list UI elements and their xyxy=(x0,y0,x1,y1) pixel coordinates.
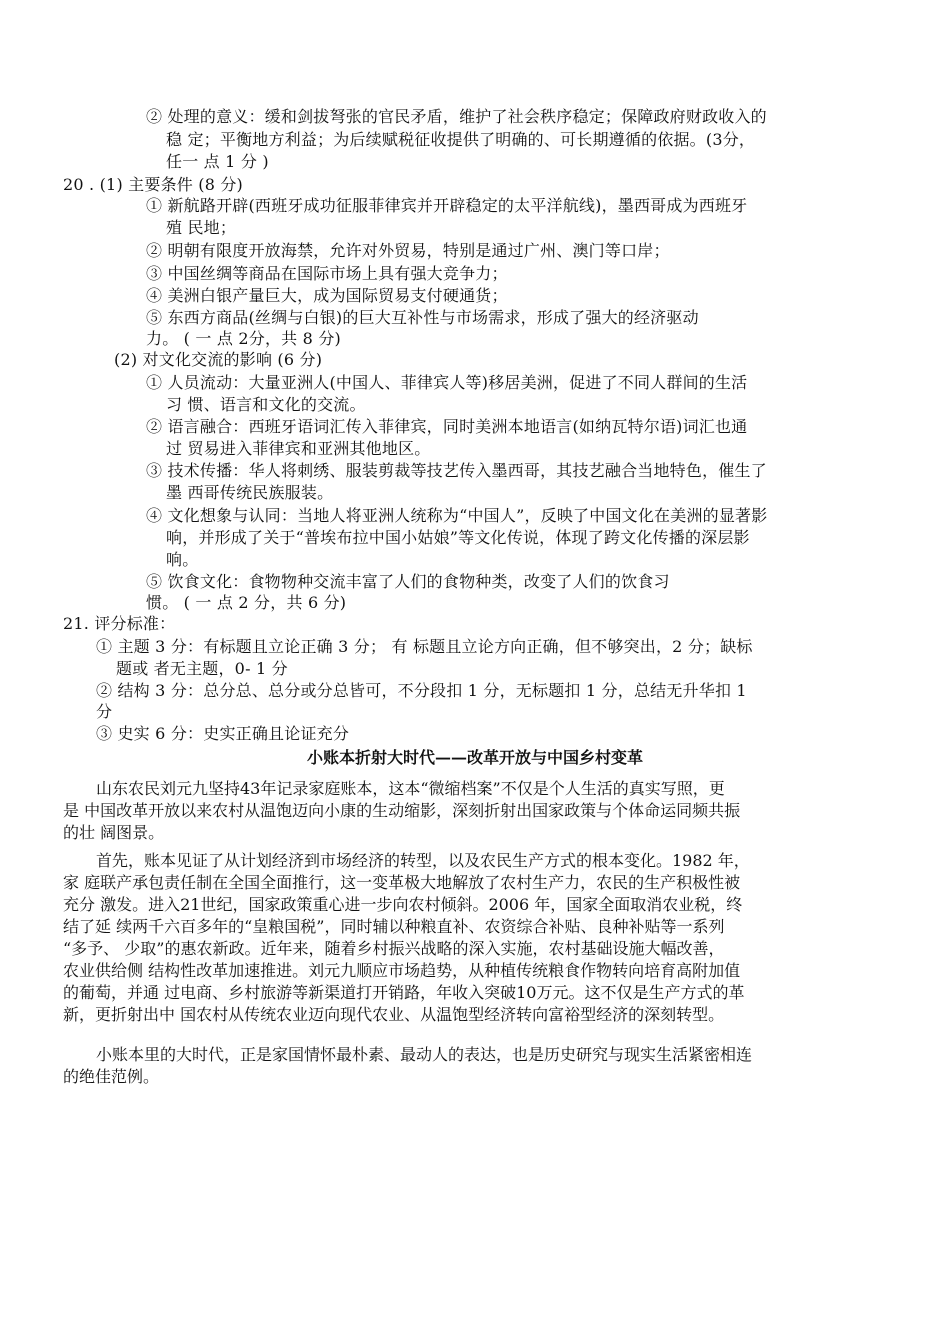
q20-part2-line: 习 惯、语言和文化的交流。 xyxy=(166,395,366,414)
essay-title: 小账本折射大时代——改革开放与中国乡村变革 xyxy=(306,748,643,767)
q20-part2-line: ⑤ 饮食文化：食物物种交流丰富了人们的食物种类，改变了人们的饮食习 xyxy=(146,572,670,591)
q20-part2-line: ② 语言融合：西班牙语词汇传入菲律宾，同时美洲本地语言(如纳瓦特尔语)词汇也通 xyxy=(146,417,748,436)
q19-line-3: 任一 点 1 分 ) xyxy=(166,152,269,171)
q20-part1-line: 殖 民地； xyxy=(166,218,237,237)
q20-part2-line: 响，并形成了关于“普埃布拉中国小姑娘”等文化传说，体现了跨文化传播的深层影 xyxy=(166,528,750,547)
q21-criteria-line: 题或 者无主题，0- 1 分 xyxy=(116,659,288,678)
q21-criteria-line: ① 主题 3 分：有标题且立论正确 3 分； 有 标题且立论方向正确，但不够突出，2 分；缺标 xyxy=(96,637,753,656)
q20-part1-line: ④ 美洲白银产量巨大，成为国际贸易支付硬通货； xyxy=(146,286,508,305)
essay-p2-line: 首先，账本见证了从计划经济到市场经济的转型，以及农民生产方式的根本变化。1982 年， xyxy=(96,851,750,870)
q21-criteria-line: 分 xyxy=(96,702,113,721)
essay-p1-line: 的壮 阔图景。 xyxy=(63,823,165,842)
q20-part2-line: 响。 xyxy=(166,550,199,569)
q20-part2-line: ③ 技术传播：华人将刺绣、服装剪裁等技艺传入墨西哥，其技艺融合当地特色，催生了 xyxy=(146,461,767,480)
essay-p3-line: 的绝佳范例。 xyxy=(63,1067,160,1086)
q20-part2-line: 惯。 ( 一 点 2 分，共 6 分) xyxy=(146,593,347,612)
q19-line-2: 稳 定；平衡地方利益；为后续赋税征收提供了明确的、可长期遵循的依据。(3分， xyxy=(166,130,756,149)
q20-part1-line: ① 新航路开辟(西班牙成功征服菲律宾并开辟稳定的太平洋航线)，墨西哥成为西班牙 xyxy=(146,196,748,215)
q20-part1-line: ⑤ 东西方商品(丝绸与白银)的巨大互补性与市场需求，形成了强大的经济驱动 xyxy=(146,308,699,327)
essay-p2-line: 的葡萄，并通 过电商、乡村旅游等新渠道打开销路，年收入突破10万元。这不仅是生产方式的革 xyxy=(63,983,745,1002)
q20-part2-line: ④ 文化想象与认同：当地人将亚洲人统称为“中国人”，反映了中国文化在美洲的显著影 xyxy=(146,506,768,525)
essay-p1-line: 山东农民刘元九坚持43年记录家庭账本，这本“微缩档案”不仅是个人生活的真实写照，更 xyxy=(96,779,725,798)
essay-p2-line: 家 庭联产承包责任制在全国全面推行，这一变革极大地解放了农村生产力，农民的生产积极性被 xyxy=(63,873,741,892)
q20-part1-line: 力。 ( 一 点 2分，共 8 分) xyxy=(146,329,341,348)
q20-part1-line: ③ 中国丝绸等商品在国际市场上具有强大竞争力； xyxy=(146,264,508,283)
q19-line-1: ② 处理的意义：缓和剑拔弩张的官民矛盾，维护了社会秩序稳定；保障政府财政收入的 xyxy=(146,107,767,126)
essay-p2-line: 农业供给侧 结构性改革加速推进。刘元九顺应市场趋势，从种植传统粮食作物转向培育高附加值 xyxy=(63,961,741,980)
essay-p2-line: 充分 激发。进入21世纪，国家政策重心进一步向农村倾斜。2006 年，国家全面取消农业税，终 xyxy=(63,895,743,914)
q20-part1-line: ② 明朝有限度开放海禁，允许对外贸易，特别是通过广州、澳门等口岸； xyxy=(146,241,670,260)
q20-heading: 20 . (1) 主要条件 (8 分) xyxy=(63,175,244,194)
essay-p2-line: “多予、 少取”的惠农新政。近年来，随着乡村振兴战略的深入实施，农村基础设施大幅改善， xyxy=(63,939,725,958)
q20-part2-line: 墨 西哥传统民族服装。 xyxy=(166,483,334,502)
q21-criteria-line: ③ 史实 6 分：史实正确且论证充分 xyxy=(96,724,350,743)
q20-part2-heading: (2) 对文化交流的影响 (6 分) xyxy=(114,350,323,369)
essay-p2-line: 结了延 续两千六百多年的“皇粮国税”，同时辅以种粮直补、农资综合补贴、良种补贴等一系列 xyxy=(63,917,725,936)
q21-heading: 21. 评分标准： xyxy=(63,614,176,633)
q20-part2-line: 过 贸易进入菲律宾和亚洲其他地区。 xyxy=(166,439,431,458)
essay-p2-line: 新，更折射出中 国农村从传统农业迈向现代农业、从温饱型经济转向富裕型经济的深刻转型。 xyxy=(63,1005,725,1024)
q20-part2-line: ① 人员流动：大量亚洲人(中国人、菲律宾人等)移居美洲，促进了不同人群间的生活 xyxy=(146,373,748,392)
q21-criteria-line: ② 结构 3 分：总分总、总分或分总皆可，不分段扣 1 分，无标题扣 1 分，总结无升华扣 1 xyxy=(96,681,747,700)
essay-p1-line: 是 中国改革开放以来农村从温饱迈向小康的生动缩影，深刻折射出国家政策与个体命运同频共振 xyxy=(63,801,741,820)
essay-p3-line: 小账本里的大时代，正是家国情怀最朴素、最动人的表达，也是历史研究与现实生活紧密相连 xyxy=(96,1045,753,1064)
